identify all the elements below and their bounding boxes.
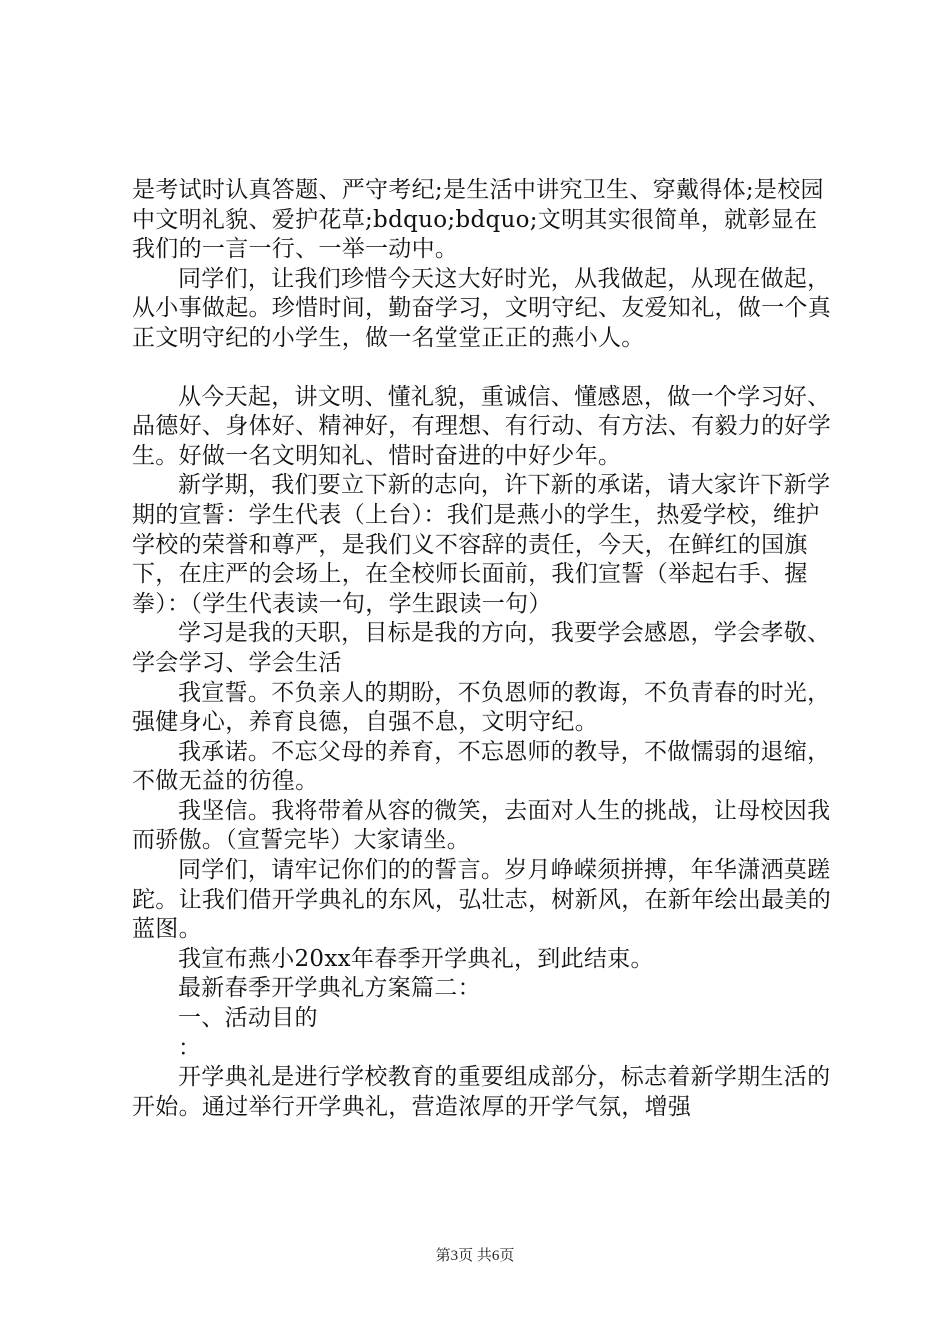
paragraph: 新学期，我们要立下新的志向，许下新的承诺，请大家许下新学期的宣誓：学生代表（上台）：我们是燕小的学生，热爱学校，维护学校的荣誉和尊严，是我们义不容辞的责任，今天，在鲜红的国旗下，在庄严的会场上，在全校师长面前，我们宣誓（举起右手、握拳）：（学生代表读一句，学生跟读一句）	[132, 472, 831, 617]
paragraph: 是考试时认真答题、严守考纪;是生活中讲究卫生、穿戴得体;是校园中文明礼貌、爱护花草;bdquo;bdquo;文明其实很简单，就彰显在我们的一言一行、一举一动中。	[132, 177, 824, 263]
paragraph: 我宣誓。不负亲人的期盼，不负恩师的教诲，不负青春的时光，强健身心，养育良德，自强不息，文明守纪。	[132, 679, 831, 736]
paragraph: 同学们，让我们珍惜今天这大好时光，从我做起，从现在做起，从小事做起。珍惜时间，勤奋学习，文明守纪、友爱知礼，做一个真正文明守纪的小学生，做一名堂堂正正的燕小人。	[132, 265, 831, 351]
paragraph: 同学们，请牢记你们的的誓言。岁月峥嵘须拼搏，年华潇洒莫蹉跎。让我们借开学典礼的东风，弘壮志，树新风，在新年绘出最美的蓝图。	[132, 857, 831, 943]
paragraph: 我坚信。我将带着从容的微笑，去面对人生的挑战，让母校因我而骄傲。（宣誓完毕）大家请坐。	[132, 797, 831, 854]
paragraph: 我宣布燕小20xx年春季开学典礼，到此结束。	[178, 945, 654, 972]
paragraph: 一、活动目的	[178, 1005, 318, 1032]
paragraph: ：	[178, 1034, 202, 1061]
paragraph-gap	[132, 354, 832, 383]
paragraph: 从今天起，讲文明、懂礼貌，重诚信、懂感恩，做一个学习好、品德好、身体好、精神好，有理想、有行动、有方法、有毅力的好学生。好做一名文明知礼、惜时奋进的中好少年。	[132, 383, 831, 469]
paragraph: 开学典礼是进行学校教育的重要组成部分，标志着新学期生活的开始。通过举行开学典礼，营造浓厚的开学气氛，增强	[132, 1064, 831, 1120]
paragraph: 学习是我的天职，目标是我的方向，我要学会感恩，学会孝敬、学会学习、学会生活	[132, 620, 831, 676]
paragraph: 我承诺。不忘父母的养育，不忘恩师的教导，不做懦弱的退缩，不做无益的彷徨。	[132, 738, 831, 795]
paragraph: 最新春季开学典礼方案篇二：	[178, 975, 481, 1002]
page-number-footer: 第3页 共6页	[435, 1248, 515, 1264]
document-body	[132, 176, 832, 1122]
